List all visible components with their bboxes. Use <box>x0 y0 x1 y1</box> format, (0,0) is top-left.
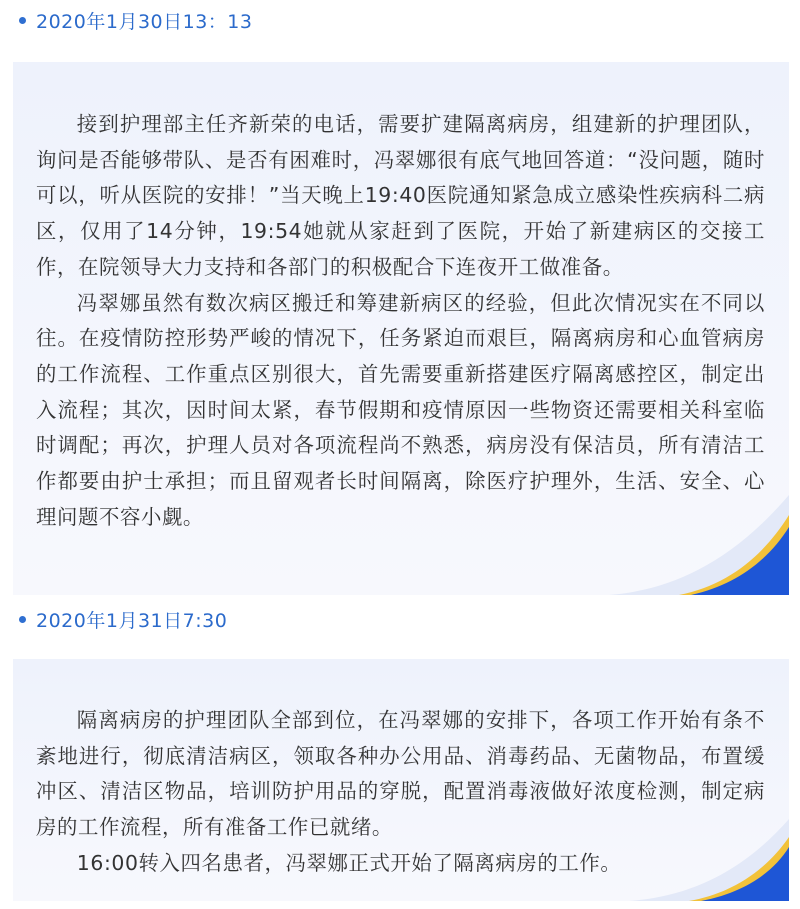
date-heading-1 <box>0 3 252 37</box>
paragraph: 接到护理部主任齐新荣的电话，需要扩建隔离病房，组建新的护理团队，询问是否能够带队、是否有困难时，冯翠娜很有底气地回答道：“没问题，随时可以，听从医院的安排！”当天晚上19:40医院通知紧急成立感染性疾病科二病区，仅用了14分钟，19:54她就从家赶到了医院，开始了新建病区的交接工作，在院领导大力支持和各部门的积极配合下连夜开工做准备。 <box>36 112 765 279</box>
text-card-1 <box>13 62 789 595</box>
date-text: 2020年1月31日7:30 <box>36 609 228 632</box>
date-text: 2020年1月30日13：13 <box>36 10 253 33</box>
paragraph: 隔离病房的护理团队全部到位，在冯翠娜的安排下，各项工作开始有条不紊地进行，彻底清洁病区，领取各种办公用品、消毒药品、无菌物品，布置缓冲区、清洁区物品，培训防护用品的穿脱，配置消毒液做好浓度检测，制定病房的工作流程，所有准备工作已就绪。 <box>36 708 765 840</box>
bullet-dot-icon <box>19 616 26 623</box>
bullet-dot-icon <box>19 17 26 24</box>
paragraph: 16:00转入四名患者，冯翠娜正式开始了隔离病房的工作。 <box>76 850 622 875</box>
date-heading-2 <box>0 602 227 636</box>
paragraph: 冯翠娜虽然有数次病区搬迁和筹建新病区的经验，但此次情况实在不同以往。在疫情防控形势严峻的情况下，任务紧迫而艰巨，隔离病房和心血管病房的工作流程、工作重点区别很大，首先需要重新搭建医疗隔离感控区，制定出入流程；其次，因时间太紧，春节假期和疫情原因一些物资还需要相关科室临时调配；再次，护理人员对各项流程尚不熟悉，病房没有保洁员，所有清洁工作都要由护士承担；而且留观者长时间隔离，除医疗护理外，生活、安全、心理问题不容小觑。 <box>36 290 765 529</box>
text-card-2 <box>13 659 789 901</box>
